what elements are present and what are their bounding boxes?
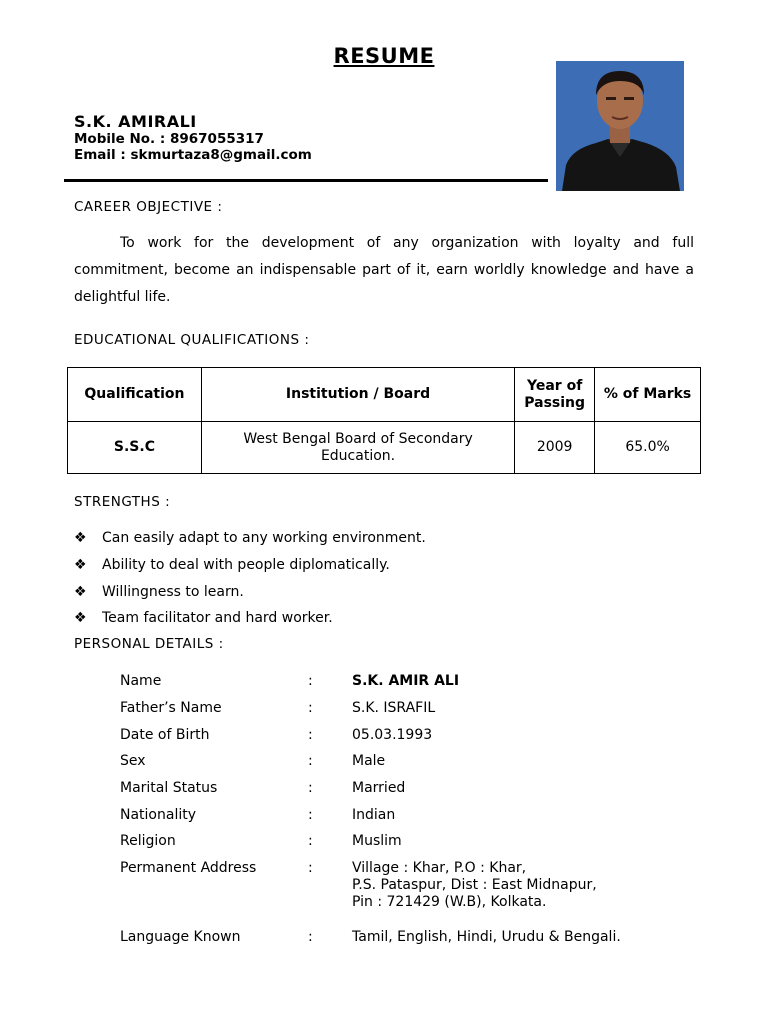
- column-header-institution: Institution / Board: [201, 368, 514, 422]
- row-value: Village : Khar, P.O : Khar, P.S. Pataspur, Dist : East Midnapur, Pin : 721429 (W.B), Kolkata.: [352, 859, 597, 910]
- strengths-heading: STRENGTHS :: [74, 494, 171, 510]
- cell-qualification: S.S.C: [68, 422, 202, 474]
- list-item: [74, 552, 426, 579]
- personal-row-father: [120, 695, 621, 722]
- diamond-bullet-icon: ❖: [74, 530, 87, 547]
- column-header-marks: % of Marks: [595, 368, 701, 422]
- cell-institution: West Bengal Board of Secondary Education.: [201, 422, 514, 474]
- row-separator: :: [308, 859, 313, 876]
- personal-row-dob: [120, 721, 621, 748]
- career-objective-heading: CAREER OBJECTIVE :: [74, 199, 223, 215]
- row-label: Language Known: [120, 929, 241, 946]
- strength-text: Ability to deal with people diplomatically.: [102, 557, 390, 574]
- list-item: [74, 525, 426, 552]
- row-value: Male: [352, 753, 386, 770]
- row-label: Father’s Name: [120, 700, 222, 717]
- list-item: [74, 578, 426, 605]
- personal-row-nationality: [120, 801, 621, 828]
- row-value: Muslim: [352, 833, 402, 850]
- row-label: Name: [120, 673, 162, 690]
- table-header-row: [68, 368, 701, 422]
- profile-photo: [556, 61, 684, 191]
- resume-title: RESUME: [333, 44, 435, 68]
- diamond-bullet-icon: ❖: [74, 557, 87, 574]
- row-separator: :: [308, 929, 313, 946]
- career-objective-text: To work for the development of any organization with loyalty and full commitment, become an indispensable part of it, earn worldly knowledge and have a delightful life.: [74, 235, 694, 305]
- education-table: [67, 367, 701, 474]
- column-header-qualification: Qualification: [68, 368, 202, 422]
- list-item: [74, 605, 426, 632]
- strength-text: Team facilitator and hard worker.: [102, 610, 333, 627]
- personal-row-address: [120, 860, 621, 924]
- row-separator: :: [308, 806, 313, 823]
- header-divider: [64, 179, 548, 182]
- personal-row-religion: [120, 828, 621, 855]
- candidate-name: S.K. AMIRALI: [74, 112, 197, 131]
- strength-text: Can easily adapt to any working environment.: [102, 530, 426, 547]
- mobile-number: Mobile No. : 8967055317: [74, 131, 264, 147]
- strengths-list: [74, 525, 426, 632]
- row-value: S.K. AMIR ALI: [352, 673, 460, 690]
- row-separator: :: [308, 753, 313, 770]
- personal-details-heading: PERSONAL DETAILS :: [74, 636, 224, 652]
- row-label: Marital Status: [120, 780, 218, 797]
- personal-details-list: [120, 668, 621, 951]
- row-label: Date of Birth: [120, 726, 210, 743]
- personal-row-marital: [120, 775, 621, 802]
- profile-photo-illustration: [556, 61, 684, 191]
- strength-text: Willingness to learn.: [102, 583, 244, 600]
- row-value: S.K. ISRAFIL: [352, 700, 436, 717]
- row-value: Married: [352, 780, 406, 797]
- diamond-bullet-icon: ❖: [74, 583, 87, 600]
- cell-year: 2009: [515, 422, 595, 474]
- row-separator: :: [308, 726, 313, 743]
- row-value: Indian: [352, 806, 396, 823]
- row-value: 05.03.1993: [352, 726, 433, 743]
- row-label: Religion: [120, 833, 176, 850]
- row-value: Tamil, English, Hindi, Urudu & Bengali.: [352, 929, 621, 946]
- education-heading: EDUCATIONAL QUALIFICATIONS :: [74, 332, 310, 348]
- email-address: Email : skmurtaza8@gmail.com: [74, 147, 312, 163]
- column-header-year: Year of Passing: [515, 368, 595, 422]
- personal-row-name: [120, 668, 621, 695]
- row-separator: :: [308, 700, 313, 717]
- row-separator: :: [308, 833, 313, 850]
- diamond-bullet-icon: ❖: [74, 610, 87, 627]
- table-row: [68, 422, 701, 474]
- personal-row-language: [120, 924, 621, 951]
- row-separator: :: [308, 780, 313, 797]
- row-label: Permanent Address: [120, 859, 257, 876]
- personal-row-sex: [120, 748, 621, 775]
- row-label: Nationality: [120, 806, 197, 823]
- row-separator: :: [308, 673, 313, 690]
- row-label: Sex: [120, 753, 146, 770]
- cell-marks: 65.0%: [595, 422, 701, 474]
